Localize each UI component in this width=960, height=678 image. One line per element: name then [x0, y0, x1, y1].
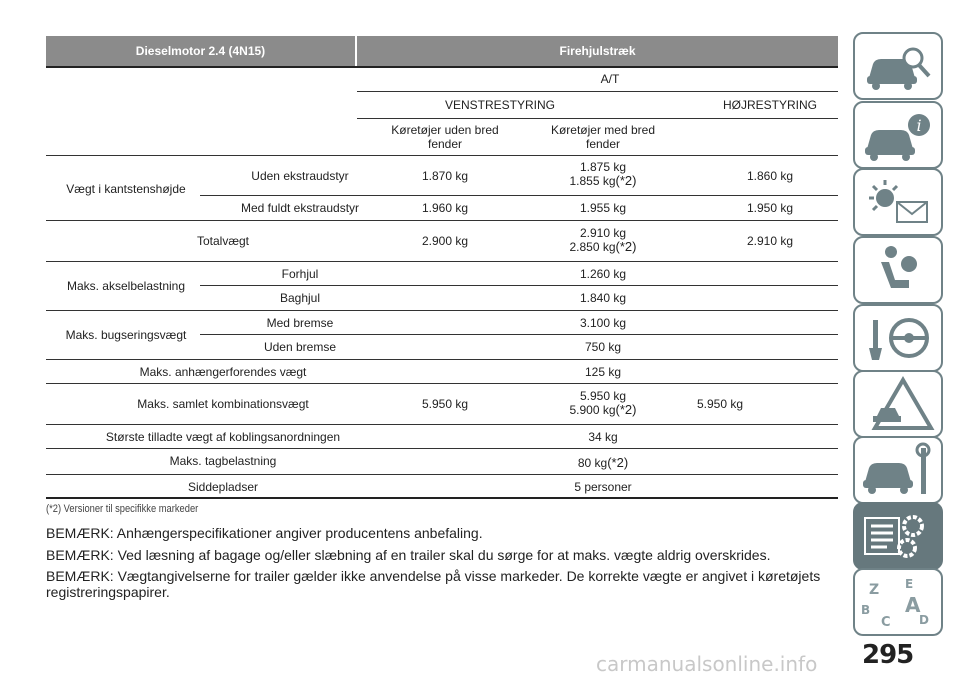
note-1: BEMÆRK: Anhængerspecifikationer angiver producentens anbefaling.: [46, 525, 483, 541]
kerb-label: Vægt i kantstenshøjde: [66, 182, 186, 196]
axle-label: Maks. akselbelastning: [66, 279, 186, 293]
kerb-no-extra-a: 1.870 kg: [421, 169, 469, 183]
trailer: 125 kg: [584, 365, 622, 379]
kerb-no-extra-r: 1.860 kg: [746, 169, 794, 183]
footnote: (*2) Versioner til specifikke markeder: [46, 503, 199, 515]
rule: [46, 359, 838, 360]
axle-front-label: Forhjul: [281, 267, 319, 281]
tow-unbraked-label: Uden bremse: [263, 340, 337, 354]
tab-specs[interactable]: [853, 502, 943, 570]
warning-lights-icon: [855, 170, 941, 234]
note-2: BEMÆRK: Ved læsning af bagage og/eller slæbning af en trailer skal du sørge for at maks. vægte aldrig overskrides.: [46, 547, 771, 563]
specs-gear-icon: [855, 504, 941, 568]
car-info-icon: [855, 103, 941, 167]
svg-text:Z: Z: [869, 582, 880, 598]
tow-braked-label: Med bremse: [266, 316, 334, 330]
tab-car-search[interactable]: [853, 32, 943, 100]
header-drive-text: Firehjulstræk: [559, 44, 636, 58]
alphabet-index-icon: [855, 570, 941, 634]
kerb-full-r: 1.950 kg: [746, 201, 794, 215]
tab-car-info[interactable]: [853, 101, 943, 169]
tow-unbraked: 750 kg: [584, 340, 622, 354]
svg-text:C: C: [881, 615, 891, 630]
rule: [46, 383, 838, 384]
car-search-icon: [855, 34, 941, 98]
rule: [46, 310, 838, 311]
kerb-full-label: Med fuldt ekstraudstyr: [240, 201, 360, 215]
tab-steering-key[interactable]: [853, 304, 943, 372]
svg-text:i: i: [916, 116, 922, 135]
coupling-label: Største tilladte vægt af koblingsanordningen: [105, 430, 341, 444]
kerb-full-b: 1.955 kg: [579, 201, 627, 215]
watermark: carmanualsonline.info: [596, 652, 818, 676]
total-b2: [538, 240, 668, 254]
seats: 5 personer: [574, 480, 632, 494]
rule: [46, 261, 838, 262]
total-r: 2.910 kg: [746, 234, 794, 248]
tow-label: Maks. bugseringsvægt: [65, 328, 187, 342]
axle-front: 1.260 kg: [579, 267, 627, 281]
rule-bottom: [46, 497, 838, 499]
airbag-seat-icon: [855, 238, 941, 302]
axle-rear-label: Baghjul: [279, 291, 321, 305]
svg-text:E: E: [905, 577, 914, 591]
warning-triangle-icon: [855, 372, 941, 436]
rule: [200, 195, 838, 196]
page-number: 295: [862, 640, 914, 670]
col-b-header: Køretøjer med bred fender: [550, 123, 656, 151]
roof: [538, 456, 668, 470]
svg-text:B: B: [861, 603, 871, 617]
tab-car-tools[interactable]: [853, 436, 943, 504]
note-3: BEMÆRK: Vægtangivelserne for trailer gælder ikke anvendelse på visse markeder. De korrekte vægte er angivet i køretøjets registreringspapirer.: [46, 568, 821, 600]
combo-r: 5.950 kg: [696, 397, 744, 411]
header-engine: [46, 36, 355, 66]
col-a-header: Køretøjer uden bred fender: [391, 123, 499, 151]
coupling: 34 kg: [588, 430, 618, 444]
rule: [46, 424, 838, 425]
rule: [46, 474, 838, 475]
rhd-header: HØJRESTYRING: [722, 98, 817, 112]
rule: [200, 334, 838, 335]
rule: [200, 285, 838, 286]
trailer-label: Maks. anhængerforendes vægt: [139, 365, 307, 379]
tab-alphabet-index[interactable]: [853, 568, 943, 636]
tab-warning-triangle[interactable]: [853, 370, 943, 438]
total-label: Totalvægt: [196, 234, 250, 248]
kerb-no-extra-b1: 1.875 kg: [579, 160, 627, 174]
car-tools-icon: [855, 438, 941, 502]
combo-b2: [538, 403, 668, 417]
rule: [46, 220, 838, 221]
value: 5.900 kg: [569, 403, 616, 417]
tow-braked: 3.100 kg: [579, 316, 627, 330]
kerb-full-a: 1.960 kg: [421, 201, 469, 215]
rule-top: [46, 66, 838, 68]
value: 1.855 kg: [569, 174, 616, 188]
svg-text:A: A: [905, 593, 921, 617]
tab-airbag-seat[interactable]: [853, 236, 943, 304]
kerb-no-extra-b2: [538, 174, 668, 188]
svg-text:D: D: [919, 613, 929, 627]
combo-b1: 5.950 kg: [579, 389, 627, 403]
footnote-mark: (*2): [615, 402, 637, 417]
footnote-mark: (*2): [615, 173, 637, 188]
steering-key-icon: [855, 306, 941, 370]
tab-warning-lights[interactable]: [853, 168, 943, 236]
rule: [46, 155, 838, 156]
axle-rear: 1.840 kg: [579, 291, 627, 305]
seats-label: Siddepladser: [187, 480, 259, 494]
header-drive: [357, 36, 838, 66]
footnote-mark: (*2): [615, 239, 637, 254]
rule: [46, 448, 838, 449]
value: 80 kg: [577, 456, 608, 470]
total-a: 2.900 kg: [421, 234, 469, 248]
header-engine-text: Dieselmotor 2.4 (4N15): [135, 44, 266, 58]
roof-label: Maks. tagbelastning: [169, 454, 277, 468]
combo-label: Maks. samlet kombinationsvægt: [137, 397, 309, 411]
value: 2.850 kg: [569, 240, 616, 254]
footnote-mark: (*2): [607, 455, 629, 470]
transmission-header: A/T: [600, 72, 620, 86]
total-b1: 2.910 kg: [579, 226, 627, 240]
kerb-no-extra-label: Uden ekstraudstyr: [251, 169, 349, 183]
rule: [357, 91, 838, 92]
lhd-header: VENSTRESTYRING: [444, 98, 555, 112]
rule: [357, 118, 838, 119]
combo-a: 5.950 kg: [421, 397, 469, 411]
